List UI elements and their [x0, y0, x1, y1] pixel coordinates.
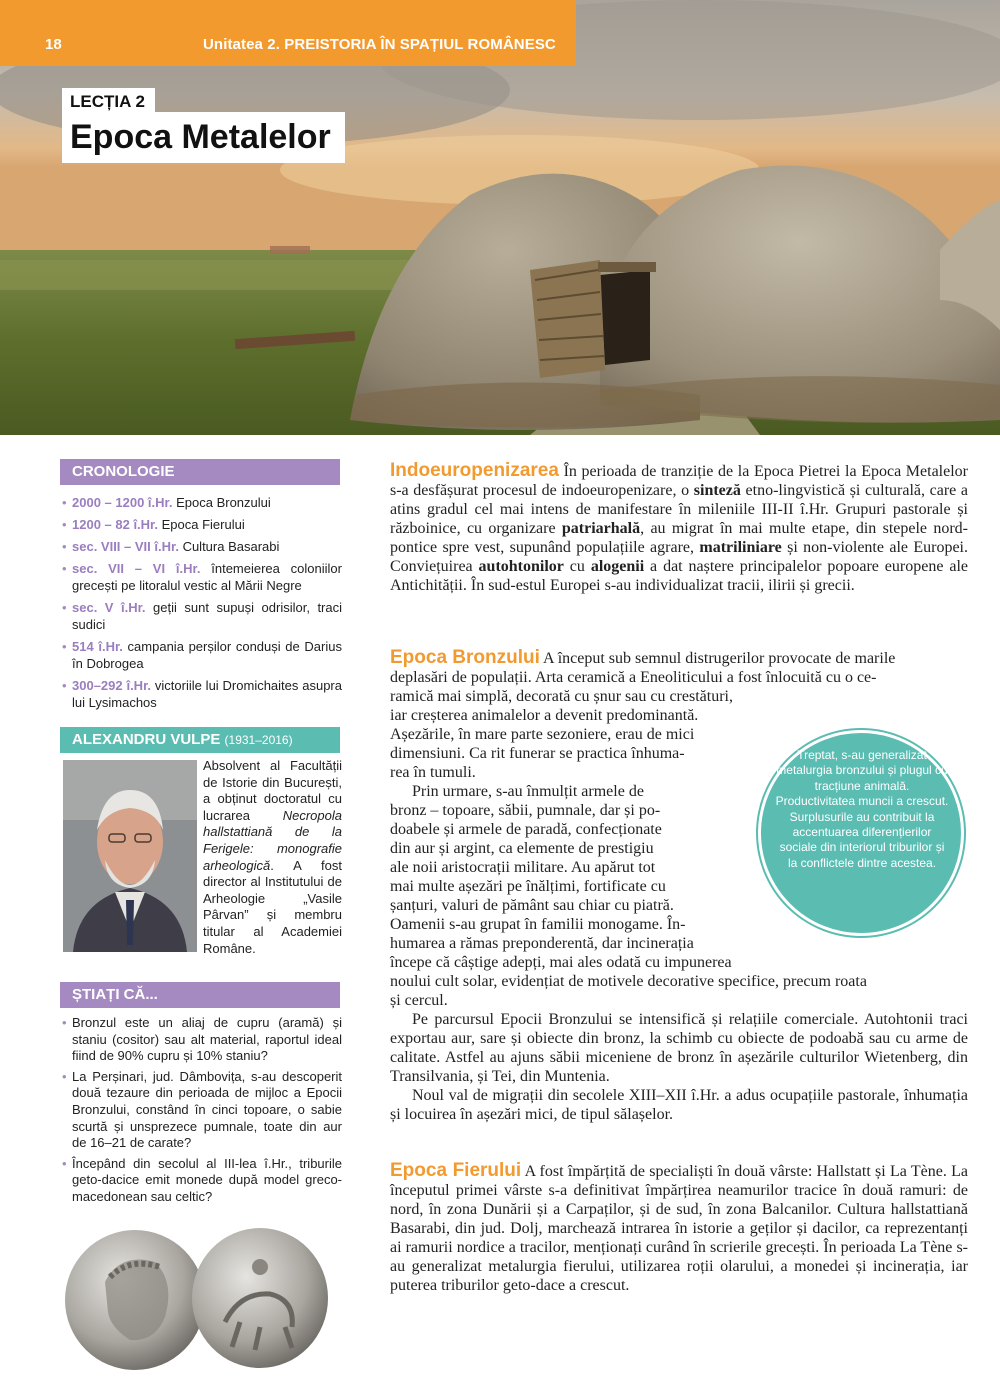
lesson-title-box [62, 112, 345, 163]
paragraph-text: cu [563, 558, 591, 575]
coin-illustration [60, 1222, 350, 1372]
unit-title: Unitatea 2. PREISTORIA ÎN SPAȚIUL ROMÂNESC [203, 36, 556, 53]
paragraph-text: etno-lingvistică și culturală, care a atins gradul cel mai intens de manifestare în mileniile III-II î.Hr. Grupuri pastorale și războinice, cu organizare [390, 482, 969, 537]
paragraph-text: și non-violente ale Europei. Conviețuirea [390, 539, 968, 575]
chronology-date: sec. V î.Hr. [72, 600, 146, 615]
lesson-label-box [62, 88, 155, 114]
text-line: bronz – topoare, săbii, pumnale, dar și po- [390, 802, 661, 819]
did-you-know-heading: ȘTIAȚI CĂ... [60, 982, 340, 1008]
chronology-text: întemeierea coloniilor grecești pe litoralul vestic al Mării Negre [72, 561, 342, 593]
bold-term: sinteză [693, 482, 741, 499]
paragraph-text: Pe parcursul Epocii Bronzului se intensifică și relațiile comerciale. Autohtonii traci exportau aur, sare și obiecte din bronz, la schimb cu obiecte de podoabă sau cu arme de calitate. Astfel au ajuns săbii miceniene de bronz în așezările culturilor Wietenberg, din Transilvania, și Tei, din Muntenia. [390, 1011, 968, 1085]
list-item: • Începând din secolul al III-lea î.Hr., triburile geto-dacice emit monede după model greco-macedonean sau celtic? [62, 1156, 342, 1206]
chronology-text: campania perșilor conduși de Darius în Dobrogea [72, 639, 342, 671]
section-heading: Indoeuropenizarea [390, 460, 559, 481]
list-item [62, 538, 342, 555]
chronology-text: geții sunt supuși odrisilor, traci sudici [72, 600, 343, 632]
text-line: doabele și armele de paradă, confecționate [390, 821, 662, 838]
paragraph-text: Noul val de migrații din secolele XIII–XII î.Hr. a adus ocupațiile pastorale, înhumația și locuirea în așezări mici, de tipul sălașelor. [390, 1087, 968, 1123]
text-line: iar creșterea animalelor a devenit predominantă. [390, 707, 699, 724]
coins-photo [60, 1222, 350, 1372]
bold-term: autohtonilor [478, 558, 564, 575]
list-item [62, 677, 342, 711]
list-item: • Bronzul este un aliaj de cupru (aramă) și staniu (cositor) sau alt material, raportul ideal fiind de 90% cupru și 10% staniu? [62, 1015, 342, 1065]
biography-text [203, 758, 342, 957]
bold-term: matriliniare [699, 539, 782, 556]
biography-text-part: Absolvent al Facultății de Istorie din București, a obținut doctoratul cu lucrarea [203, 758, 342, 823]
text-line: și cercul. [390, 992, 448, 1009]
bold-term: alogenii [590, 558, 645, 575]
hero-photo [0, 0, 1000, 435]
text-line: Prin urmare, s-au înmulțit armele de [412, 783, 644, 800]
paragraph-text: În perioada de tranziție de la Epoca Pietrei la Epoca Metalelor s-a desfășurat procesul de indoeuropenizare, o [390, 463, 968, 499]
chronology-date: 514 î.Hr. [72, 639, 123, 654]
portrait-photo [63, 760, 197, 952]
list-item: • La Perșinari, jud. Dâmbovița, s-au descoperit două tezaure din perioada de mijloc a Epocii Bronzului, constând în cinci topoare, o sabie scurtă și unsprezece pumnale, toate din aur de 16–21 de carate? [62, 1069, 342, 1152]
iron-age-paragraph [390, 1161, 968, 1295]
list-item [62, 560, 342, 594]
text-line: din aur și argint, ca elemente de prestigiu [390, 840, 654, 857]
did-you-know-list [62, 1015, 342, 1210]
portrait-illustration [63, 760, 197, 952]
chronology-date: 2000 – 1200 î.Hr. [72, 495, 173, 510]
bold-term: patriarhală [561, 520, 641, 537]
chronology-text: Epoca Bronzului [172, 495, 271, 510]
paragraph-text: A început sub semnul distrugerilor provocate de marile [539, 650, 896, 667]
paragraph-text: A fost împărțită de specialiști în două vârste: Hallstatt și La Tène. La începutul primei vârste s-a definitivat împărțirea neamurilor tracice în două ramuri: de nord, în zona Dunării și a Carpaților, și de sud, în zona Balcanilor. Cultura hallstattiană Basarabi, din jud. Dolj, marchează intrarea în istorie a geților și dacilor, ca reprezentanți ai ramurii nordice a tracilor, menționați curând în scrierile grecești. În perioada La Tène s-au generalizat metalurgia fierului, utilizarea roții olarului, a monedei și incinerația, iar puterea triburilor geto-dace a crescut. [390, 1163, 968, 1294]
text-line: Oamenii s-au grupat în familii monogame. În- [390, 916, 686, 933]
list-item [62, 516, 342, 533]
text-line: Așezările, în mare parte sezoniere, erau de mici [390, 726, 695, 743]
text-line: ramică mai simplă, decorată cu șnur sau cu crestături, [390, 688, 733, 705]
list-item [62, 638, 342, 672]
text-line: mai multe așezări pe înălțimi, fortificate cu [390, 878, 666, 895]
header-band [0, 0, 576, 66]
indoeuropeanization-paragraph [390, 461, 968, 595]
paragraph-text: a dat naștere principalelor popoare europene ale Antichității. În sud-estul Europei s-au individualizat tracii, ilirii și grecii. [390, 558, 968, 594]
chronology-heading: CRONOLOGIE [60, 459, 340, 485]
info-bubble-text: Treptat, s-au generalizat metalurgia bronzului și plugul cu tracțiune animală. Productivitatea muncii a crescut. Surplusurile au contribuit la accentuarea diferențierilor sociale din interiorul triburilor și la conflictele dintre acestea. [775, 748, 949, 870]
text-line: deplasări de populații. Arta ceramică a Eneoliticului a fost înlocuită cu o ce- [390, 669, 877, 686]
list-item [62, 599, 342, 633]
biography-heading [60, 727, 340, 753]
biography-years: (1931–2016) [224, 733, 293, 747]
text-line: începe că câștige adepți, mai ales odată cu impunerea [390, 954, 732, 971]
chronology-text: Cultura Basarabi [178, 539, 280, 554]
biography-name: ALEXANDRU VULPE [72, 731, 221, 748]
lesson-label: LECȚIA 2 [70, 92, 145, 111]
text-line: șanțuri, valuri de pământ sau chiar cu piatră. [390, 897, 674, 914]
chronology-date: sec. VII – VI î.Hr. [72, 561, 201, 576]
text-line [390, 648, 968, 668]
chronology-text: Epoca Fierului [158, 517, 245, 532]
chronology-list [62, 494, 342, 716]
section-heading: Epoca Fierului [390, 1160, 522, 1181]
text-line: noului cult solar, evidențiat de motivele decorative specifice, precum roata [390, 973, 867, 990]
biography-text-part: . A fost director al Institutului de Arheologie „Vasile Pârvan” și membru titular al Academiei Române. [203, 857, 342, 956]
page-number: 18 [45, 36, 62, 53]
chronology-text: victoriile lui Dromichaites asupra lui Lysimachos [72, 678, 342, 710]
text-line: humarea a rămas preponderentă, dar incinerația [390, 935, 694, 952]
biography-work-title: Necropola hallstattiană de la Ferigele: monografie arheologică [203, 807, 342, 873]
text-line: rea în tumuli. [390, 764, 476, 781]
lesson-title: Epoca Metalelor [70, 118, 331, 156]
section-heading: Epoca Bronzului [390, 647, 540, 668]
list-item [62, 494, 342, 511]
text-line: dimensiuni. Ca rit funerar se practica înhuma- [390, 745, 685, 762]
chronology-date: sec. VIII – VII î.Hr. [72, 539, 179, 554]
chronology-date: 1200 – 82 î.Hr. [72, 517, 159, 532]
paragraph-text: , au migrat în mai multe etape, din stepele nord-pontice spre vest, supunând populațiile agrare, [390, 520, 968, 556]
text-line: ale noii aristocrații militare. Au apărut tot [390, 859, 656, 876]
chronology-date: 300–292 î.Hr. [72, 678, 152, 693]
